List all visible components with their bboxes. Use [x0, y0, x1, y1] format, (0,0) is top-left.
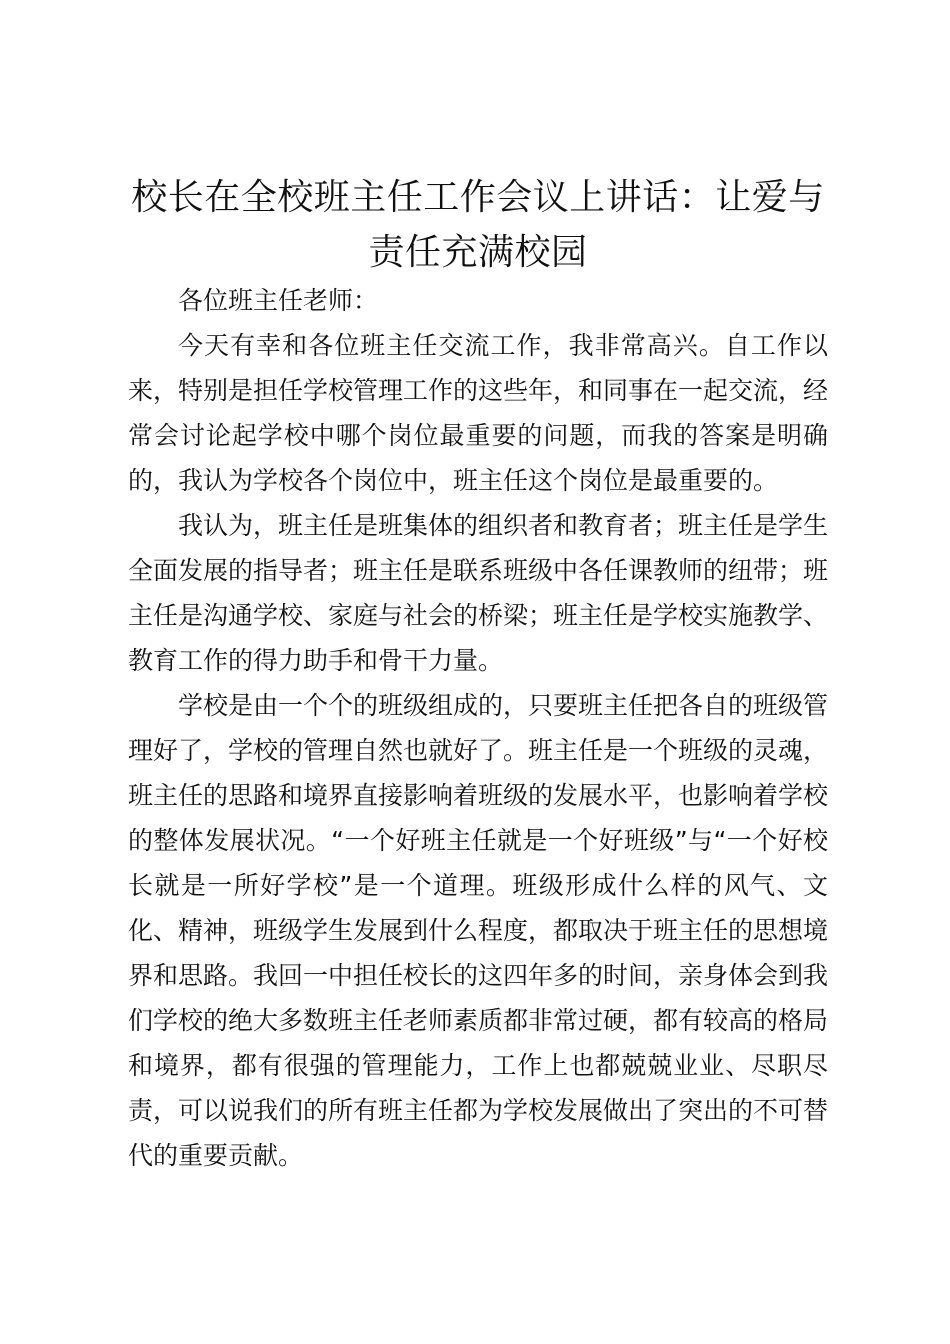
- salutation: 各位班主任老师：: [178, 286, 379, 315]
- document-body: [128, 278, 828, 1178]
- paragraph-1: 今天有幸和各位班主任交流工作，我非常高兴。自工作以来，特别是担任学校管理工作的这些年，和同事在一起交流，经常会讨论起学校中哪个岗位最重要的问题，而我的答案是明确的，我认为学校各个岗位中，班主任这个岗位是最重要的。: [128, 331, 829, 495]
- paragraph-2: 我认为，班主任是班集体的组织者和教育者；班主任是学生全面发展的指导者；班主任是联系班级中各任课教师的纽带；班主任是沟通学校、家庭与社会的桥梁；班主任是学校实施教学、教育工作的得力助手和骨干力量。: [128, 511, 829, 675]
- document-title: 校长在全校班主任工作会议上讲话：让爱与责任充满校园: [131, 177, 825, 273]
- paragraph-3: 学校是由一个个的班级组成的，只要班主任把各自的班级管理好了，学校的管理自然也就好了。班主任是一个班级的灵魂，班主任的思路和境界直接影响着班级的发展水平，也影响着学校的整体发展状况。“一个好班主任就是一个好班级”与“一个好校长就是一所好学校”是一个道理。班级形成什么样的风气、文化、精神，班级学生发展到什么程度，都取决于班主任的思想境界和思路。我回一中担任校长的这四年多的时间，亲身体会到我们学校的绝大多数班主任老师素质都非常过硬，都有较高的格局和境界，都有很强的管理能力，工作上也都兢兢业业、尽职尽责，可以说我们的所有班主任都为学校发展做出了突出的不可替代的重要贡献。: [128, 691, 829, 1170]
